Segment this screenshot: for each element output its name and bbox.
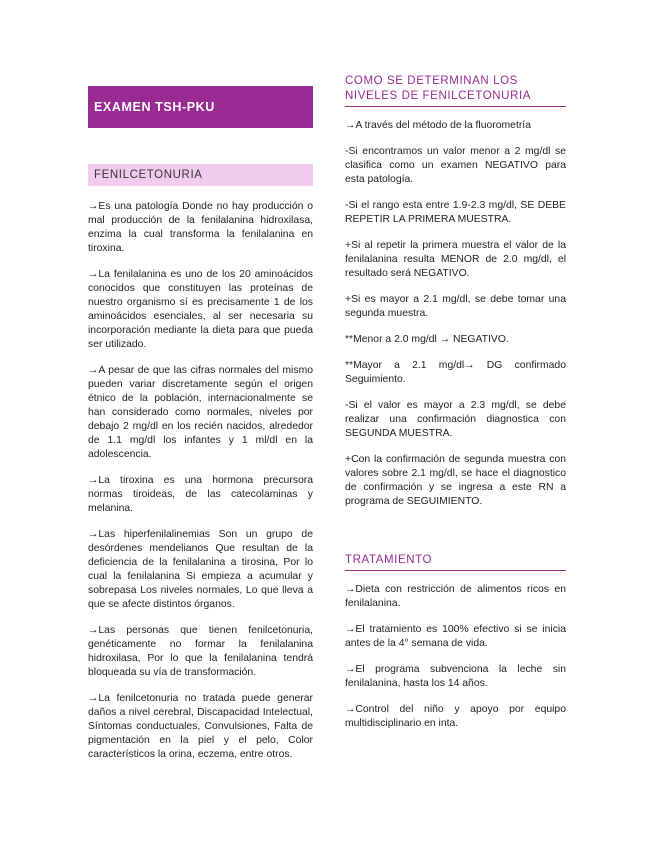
paragraph: +Si al repetir la primera muestra el valor de la fenilalanina resulta MENOR de 2.0 mg/dl, el resultado será NEGATIVO.	[345, 240, 566, 279]
paragraph: -Si el rango esta entre 1.9-2.3 mg/dl, SE DEBE REPETIR LA PRIMERA MUESTRA.	[345, 200, 566, 225]
paragraph: **Menor a 2.0 mg/dl → NEGATIVO.	[345, 334, 509, 345]
document-title: EXAMEN TSH-PKU	[88, 86, 313, 128]
section-heading-tratamiento: TRATAMIENTO	[345, 553, 566, 571]
paragraph: **Mayor a 2.1 mg/dl→ DG confirmado Seguimiento.	[345, 360, 566, 385]
paragraph: →A pesar de que las cifras normales del mismo pueden variar discretamente según el origen étnico de la población, internacionalmente se han considerado como normales, niveles por debajo 2 mg/dl en los recién nacidos, alrededor de 1.1 mg/dl los infantes y 1 ml/dl en la adolescencia.	[88, 365, 313, 460]
section-heading-niveles: COMO SE DETERMINAN LOS NIVELES DE FENILCETONURIA	[345, 74, 566, 107]
paragraph: →La tiroxina es una hormona precursora normas tiroideas, de las catecolaminas y melanina.	[88, 475, 313, 514]
paragraph: →Las hiperfenilalinemias Son un grupo de desórdenes mendelianos Que resultan de la deficiencia de la fenilalanina a tirosina, Por lo cual la fenilalanina Si empieza a acumular y sobrepasa Los niveles normales, Lo que lleva a que se afecte distintos órganos.	[88, 529, 313, 610]
paragraph: →La fenilalanina es uno de los 20 aminoácidos conocidos que constituyen las proteínas de nuestro organismo sí es precisamente 1 de los aminoácidos esenciales, al ser necesaria su incorporación mediante la dieta para que pueda ser utilizado.	[88, 269, 313, 350]
paragraph: -Si encontramos un valor menor a 2 mg/dl se clasifica como un examen NEGATIVO para esta patología.	[345, 146, 566, 185]
paragraph: →La fenilcetonuria no tratada puede generar daños a nivel cerebral, Discapacidad Intelectual, Síntomas conductuales, Convulsiones, Falta de pigmentación en la piel y el pelo, Color característicos la orina, eczema, entre otros.	[88, 693, 313, 760]
paragraph: +Con la confirmación de segunda muestra con valores sobre 2.1 mg/dl, se hace el diagnostico de confirmación y se ingresa a este RN a programa de SEGUIMIENTO.	[345, 454, 566, 507]
section-heading-fenilcetonuria: FENILCETONURIA	[88, 164, 313, 186]
paragraph: +Si es mayor a 2.1 mg/dl, se debe tomar una segunda muestra.	[345, 294, 566, 319]
treatment-item: →Dieta con restricción de alimentos ricos en fenilalanina.	[345, 584, 566, 609]
treatment-item: →Control del niño y apoyo por equipo multidisciplinario en inta.	[345, 704, 566, 729]
paragraph: →Las personas que tienen fenilcetonuria, genéticamente no formar la fenilalanina hidroxilasa, Por lo que la fenilalanina tendrá bloqueada su vía de transformación.	[88, 625, 313, 678]
paragraph: →Es una patología Donde no hay producción o mal producción de la fenilalanina hidroxilasa, enzima la cual transforma la fenilalanina en tiroxina.	[88, 201, 313, 254]
right-column	[345, 74, 566, 731]
paragraph: -Si el valor es mayor a 2.3 mg/dl, se debe realizar una confirmación diagnostica con SEGUNDA MUESTRA.	[345, 400, 566, 439]
paragraph: →A través del método de la fluorometría	[345, 120, 531, 131]
left-column	[88, 86, 313, 762]
treatment-item: →El tratamiento es 100% efectivo si se inicia antes de la 4° semana de vida.	[345, 624, 566, 649]
treatment-item: →El programa subvenciona la leche sin fenilalanina, hasta los 14 años.	[345, 664, 566, 689]
